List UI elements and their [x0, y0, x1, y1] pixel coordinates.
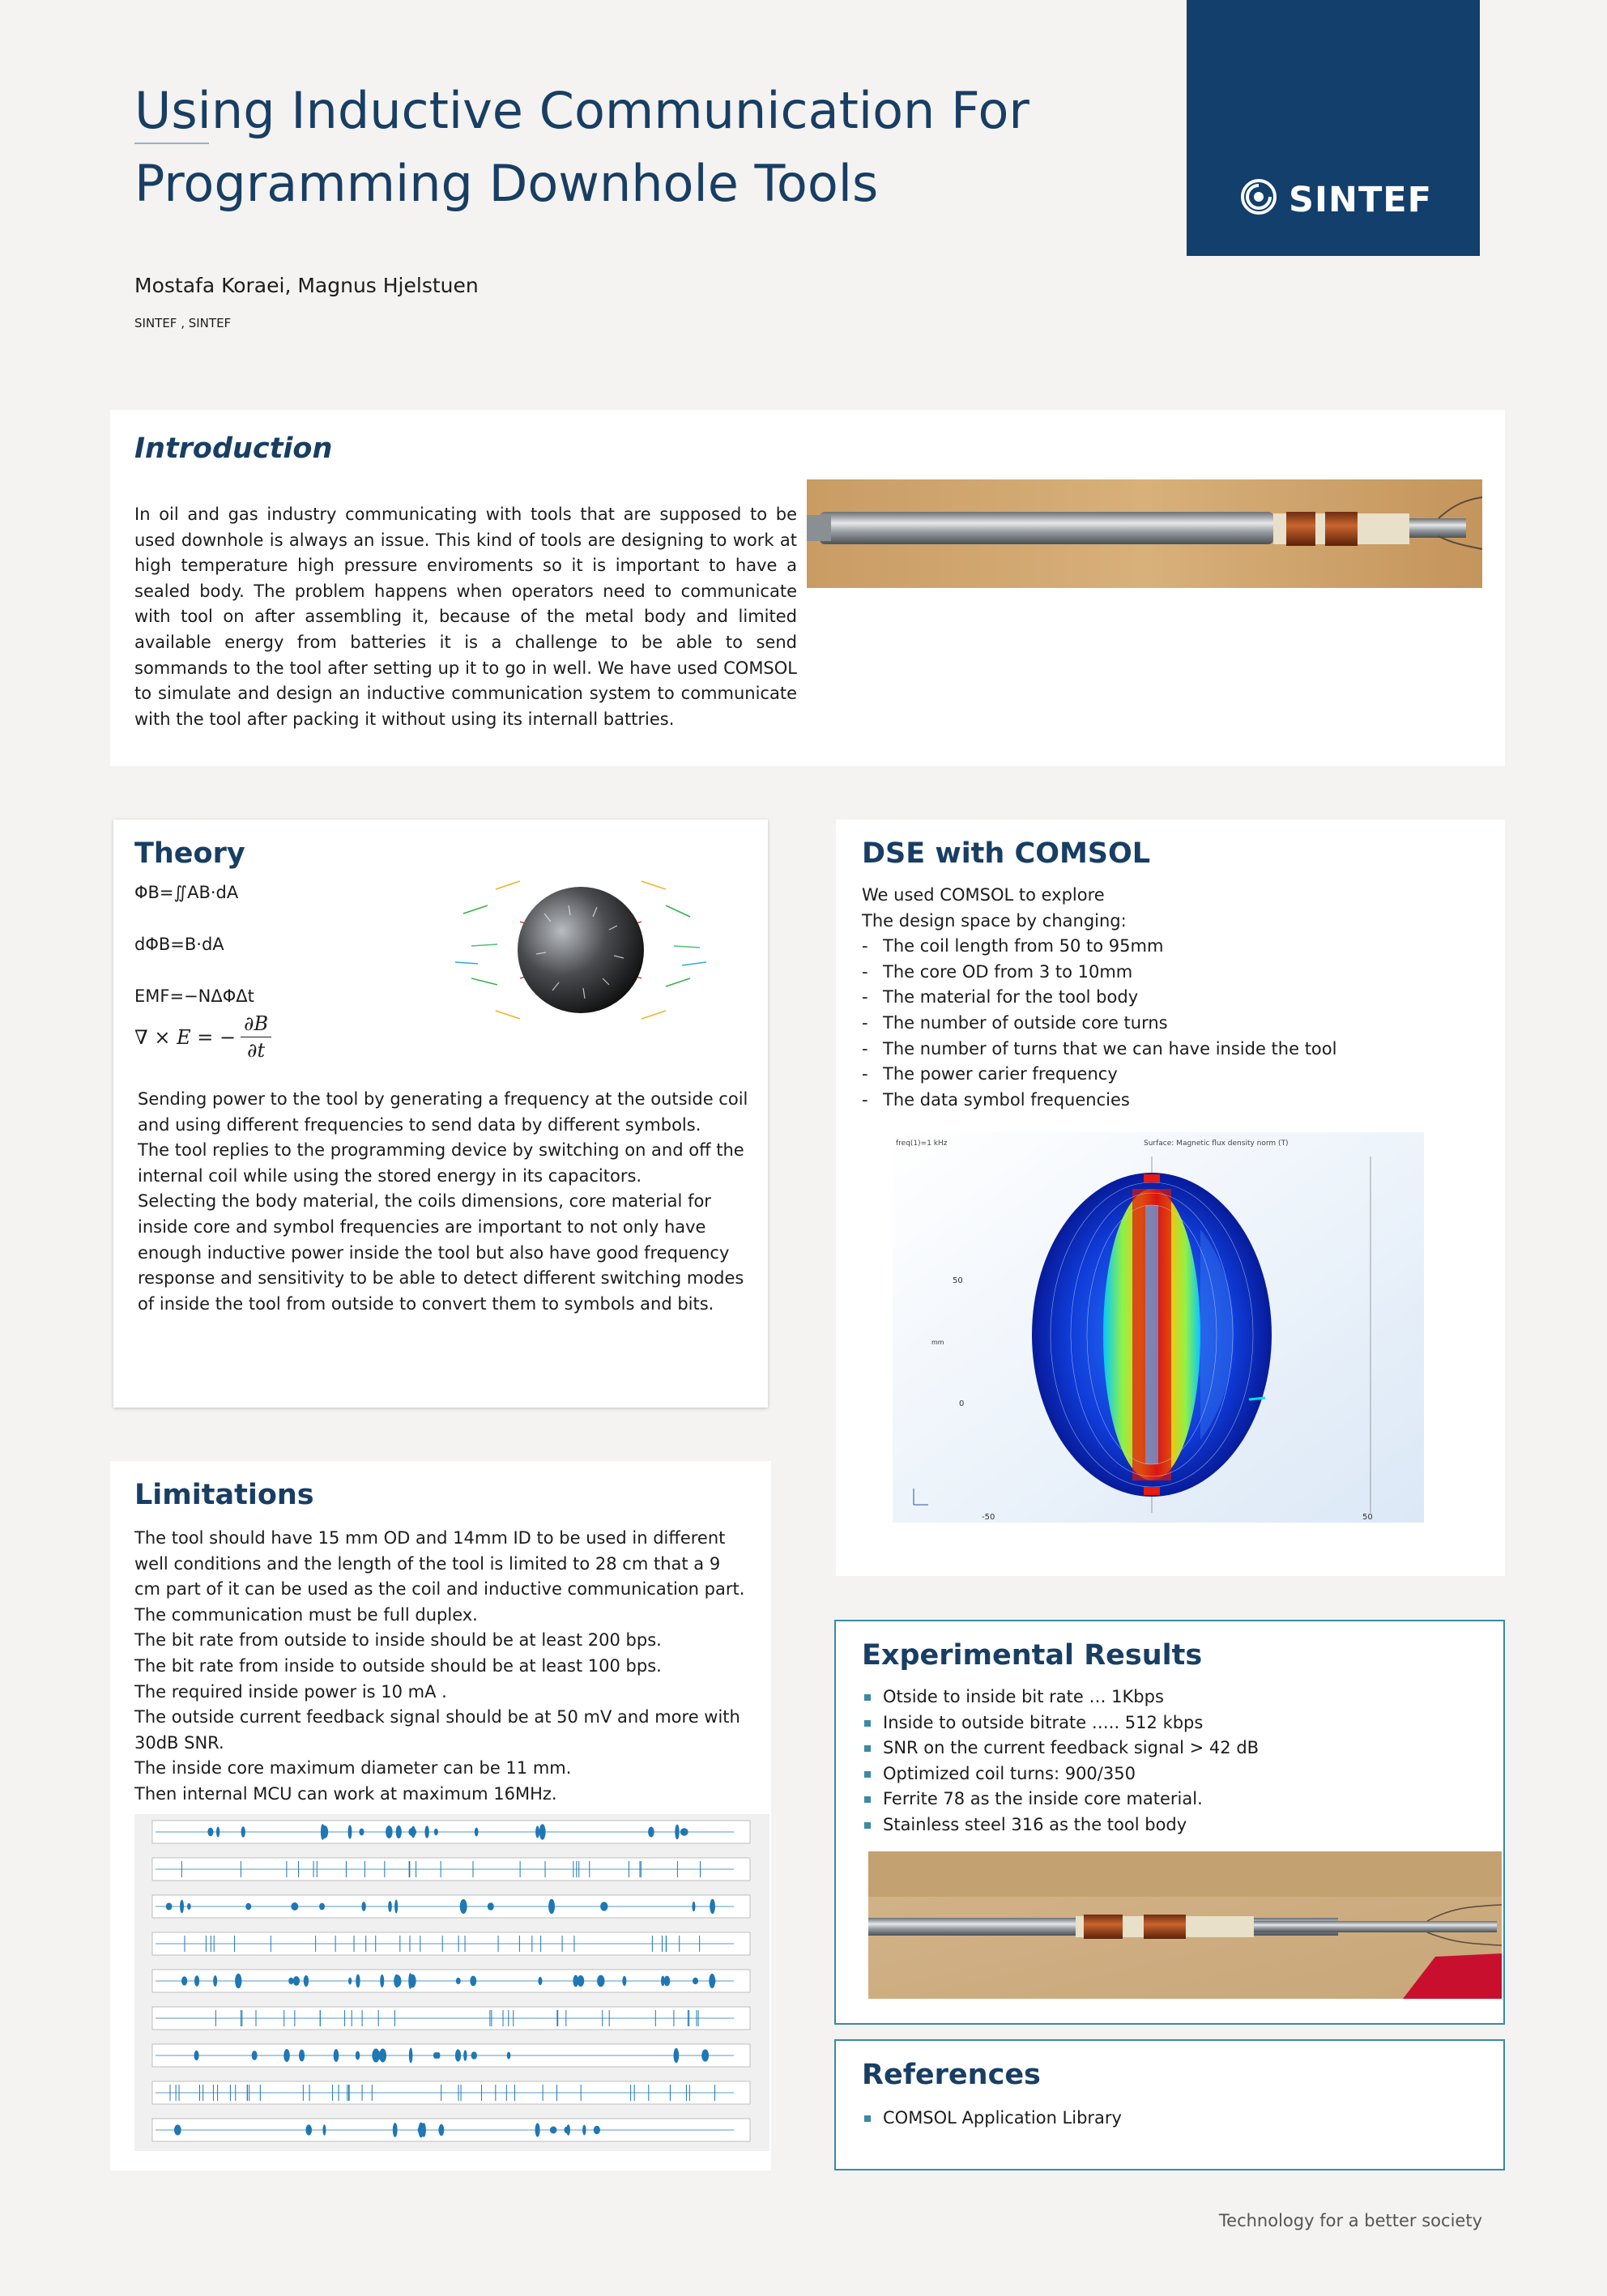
limitation-line: The bit rate from outside to inside should be at least 200 bps.	[134, 1630, 662, 1651]
dse-list	[862, 934, 1494, 1113]
curl-denominator: ∂t	[247, 1039, 266, 1062]
list-item: - The core OD from 3 to 10mm	[862, 960, 1494, 986]
signal-pulse	[380, 1974, 384, 1987]
signal-pulse	[180, 1900, 184, 1913]
signal-pulse	[393, 2123, 398, 2137]
signal-pulse	[673, 2048, 679, 2063]
limitation-line: Then internal MCU can work at maximum 16MHz.	[134, 1783, 557, 1804]
signal-pulse	[622, 1976, 626, 1986]
signal-pulse	[470, 1976, 476, 1987]
signal-pulse	[299, 2050, 305, 2062]
signal-pulse	[565, 2127, 569, 2133]
list-item: - The number of outside core turns	[862, 1011, 1494, 1037]
signal-pulse	[710, 1977, 716, 1985]
signal-pulse	[463, 2050, 467, 2061]
signal-pulse	[693, 1978, 698, 1984]
affiliation: SINTEF , SINTEF	[134, 316, 232, 330]
signal-pulse	[291, 1902, 298, 1910]
references-panel	[834, 2039, 1505, 2170]
list-item: - The material for the tool body	[862, 985, 1494, 1011]
limitation-line: The tool should have 15 mm OD and 14mm ID to be used in different well conditions and the length of the tool is limited to 28 cm that a 9 cm part of it can be used as the coil and inductive communication part.	[134, 1528, 745, 1600]
signal-pulse	[194, 2051, 199, 2060]
signal-pulse	[304, 1975, 309, 1987]
plot-ytick-0: 0	[959, 1399, 965, 1408]
results-panel	[834, 1620, 1505, 2025]
signal-pulse	[356, 1974, 360, 1988]
signal-pulse	[433, 2052, 439, 2059]
signal-pulse	[187, 1903, 190, 1910]
limitation-line: The inside core maximum diameter can be 11 mm.	[134, 1758, 572, 1778]
dse-intro-line-1: We used COMSOL to explore	[862, 885, 1105, 905]
plot-ytick-50: 50	[953, 1276, 963, 1285]
limitations-heading: Limitations	[134, 1479, 314, 1511]
signal-pulse	[573, 1975, 578, 1987]
list-item: Otside to inside bit rate … 1Kbps	[862, 1685, 1494, 1710]
signal-pulse	[601, 1902, 605, 1910]
signal-pulse	[394, 1975, 401, 1987]
poster-title	[134, 75, 1147, 220]
dse-intro	[862, 883, 1494, 1113]
results-heading: Experimental Results	[862, 1639, 1203, 1672]
signal-pulse	[235, 1974, 241, 1988]
signal-pulse	[372, 2048, 380, 2062]
signal-pulse	[710, 1899, 715, 1914]
signal-pulse	[408, 1974, 416, 1988]
signal-pulse	[594, 2126, 600, 2134]
signal-pulse	[361, 1902, 365, 1911]
signal-pulse	[701, 2049, 709, 2061]
signal-pulse	[181, 1976, 187, 1985]
signal-pulse	[597, 1975, 604, 1987]
theory-body: Sending power to the tool by generating a frequency at the outside coil and using different frequencies to send data by different symbols. The tool replies to the programming device by switching on and off the internal coil while using the stored energy in its capacitors. Selecting the body material, the coils dimensions, core material for inside core and symbol frequencies are important to not only have enough inductive power inside the tool but also have good frequency response and sensitivity to be able to detect different switching modes of inside the tool from outside to convert them to symbols and bits.	[138, 1089, 748, 1314]
signal-pulse	[356, 2051, 360, 2060]
signal-pulse	[411, 1826, 415, 1838]
list-item: COMSOL Application Library	[862, 2106, 1494, 2132]
list-item: - The power carier frequency	[862, 1062, 1494, 1088]
signal-pulse	[434, 1829, 438, 1836]
signal-pulse	[348, 1978, 352, 1985]
signal-pulse	[359, 1829, 364, 1836]
title-line-2: Programming Downhole Tools	[134, 154, 879, 213]
signal-pulse	[548, 1899, 555, 1914]
curl-numerator: ∂B	[241, 1012, 271, 1037]
signal-pulse	[396, 1825, 402, 1838]
plot-right-label: Surface: Magnetic flux density norm (T)	[1144, 1139, 1289, 1148]
signal-pulse	[241, 1826, 245, 1837]
title-line-1: Using Inductive Communication For	[134, 81, 1029, 140]
list-item: Ferrite 78 as the inside core material.	[862, 1787, 1494, 1813]
signal-pulse	[409, 2048, 413, 2064]
list-item: - The coil length from 50 to 95mm	[862, 934, 1494, 960]
plot-y-unit: mm	[931, 1339, 944, 1346]
signal-pulse	[460, 1899, 467, 1914]
list-item: Inside to outside bitrate ….. 512 kbps	[862, 1710, 1494, 1736]
signal-pulse	[675, 1825, 679, 1840]
list-item: - The number of turns that we can have inside the tool	[862, 1037, 1494, 1063]
equation-flux: ΦB=∬AB·dA	[134, 883, 239, 902]
results-list	[862, 1685, 1494, 1838]
limitations-body	[134, 1526, 750, 1808]
dse-panel	[836, 820, 1505, 1576]
logo-block	[1187, 0, 1480, 256]
signal-pulse	[174, 2124, 181, 2135]
signal-pulse	[394, 1899, 398, 1913]
sintef-swirl-icon	[1240, 178, 1277, 215]
signal-pulse	[535, 2123, 540, 2137]
signal-pulse	[348, 1825, 352, 1838]
list-item: - The data symbol frequencies	[862, 1088, 1494, 1114]
equation-dflux: dΦB=B·dA	[134, 935, 224, 954]
curl-fraction	[241, 1012, 271, 1062]
introduction-heading: Introduction	[134, 432, 333, 465]
signal-pulse	[692, 1902, 695, 1911]
plot-xtick-right: 50	[1362, 1513, 1373, 1522]
signal-pulse	[283, 2049, 290, 2062]
list-item: Optimized coil turns: 900/350	[862, 1761, 1494, 1787]
dse-intro-line-2: The design space by changing:	[862, 910, 1127, 931]
limitation-line: The communication must be full duplex.	[134, 1604, 478, 1625]
signal-pulse	[538, 1977, 542, 1985]
signal-pulse	[535, 1826, 539, 1838]
comsol-flux-plot	[893, 1132, 1424, 1523]
signal-pulse	[507, 2051, 511, 2059]
signal-pulse	[288, 1978, 293, 1984]
signal-pulse	[661, 1976, 665, 1987]
introduction-panel	[110, 410, 1505, 766]
introduction-body: In oil and gas industry communicating with tools that are supposed to be used downhole is always an issue. This kind of tools are designing to work at high temperature high pressure enviroments so it is important to have a sealed body. The problem happens when operators need to communicate with tool on after assembling it, because of the metal body and limited available energy from batteries it is a challenge to be able to send sommands to the tool after setting up it to go in well. We have used COMSOL to simulate and design an inductive communication system to communicate with the tool after packing it without using its internall battries.	[134, 505, 797, 729]
signal-pulse	[456, 1978, 461, 1984]
theory-panel	[113, 820, 768, 1408]
dse-heading: DSE with COMSOL	[862, 837, 1151, 870]
title-underline	[134, 143, 209, 144]
signal-waveform-figure	[134, 1814, 769, 2151]
limitation-line: The bit rate from inside to outside should be at least 100 bps.	[134, 1655, 662, 1676]
authors: Mostafa Koraei, Magnus Hjelstuen	[134, 274, 479, 297]
signal-pulse	[488, 1902, 494, 1910]
signal-pulse	[322, 2124, 326, 2135]
field-sphere-figure	[439, 849, 714, 1051]
limitation-line: The outside current feedback signal should be at 50 mV and more with 30dB SNR.	[134, 1707, 740, 1753]
limitations-panel	[110, 1461, 771, 2170]
signal-pulse	[245, 1903, 251, 1910]
signal-pulse	[252, 2051, 258, 2060]
signal-pulse	[213, 1975, 217, 1987]
logo-text: SINTEF	[1289, 180, 1433, 220]
plot-xtick-left: -50	[982, 1513, 995, 1522]
footer-tagline: Technology for a better society	[1218, 2211, 1482, 2230]
list-item: Stainless steel 316 as the tool body	[862, 1813, 1494, 1838]
signal-pulse	[582, 2125, 586, 2136]
theory-heading: Theory	[134, 837, 245, 870]
signal-pulse	[334, 2049, 339, 2062]
signal-pulse	[293, 1976, 300, 1986]
signal-pulse	[471, 2051, 477, 2059]
plot-left-label: freq(1)=1 kHz	[896, 1139, 948, 1148]
signal-pulse	[539, 1824, 546, 1839]
references-list	[862, 2106, 1494, 2132]
list-item: SNR on the current feedback signal > 42 dB	[862, 1736, 1494, 1761]
tool-photo	[807, 479, 1482, 588]
experiment-photo	[868, 1851, 1502, 1999]
equation-curl	[134, 1012, 271, 1062]
signal-pulse	[194, 1975, 199, 1987]
signal-pulse	[207, 1828, 213, 1837]
references-heading: References	[862, 2059, 1041, 2091]
signal-pulse	[455, 2049, 461, 2061]
signal-pulse	[321, 1824, 325, 1840]
signal-pulse	[216, 1827, 220, 1838]
signal-pulse	[680, 1828, 688, 1835]
signal-pulse	[319, 1903, 325, 1910]
limitation-line: The required inside power is 10 mA .	[134, 1681, 447, 1702]
signal-pulse	[550, 2126, 557, 2133]
signal-pulse	[475, 1828, 479, 1837]
signal-pulse	[418, 2126, 425, 2133]
signal-pulse	[648, 1827, 654, 1838]
signal-pulse	[386, 1825, 393, 1838]
signal-pulse	[388, 1901, 392, 1912]
signal-pulse	[305, 2124, 312, 2135]
signal-pulse	[166, 1902, 173, 1910]
curl-lhs: ∇ × E = −	[134, 1025, 237, 1049]
signal-pulse	[664, 1976, 671, 1987]
signal-pulse	[439, 2124, 445, 2136]
equation-emf: EMF=−NΔΦΔt	[134, 986, 254, 1006]
signal-pulse	[424, 1825, 428, 1838]
